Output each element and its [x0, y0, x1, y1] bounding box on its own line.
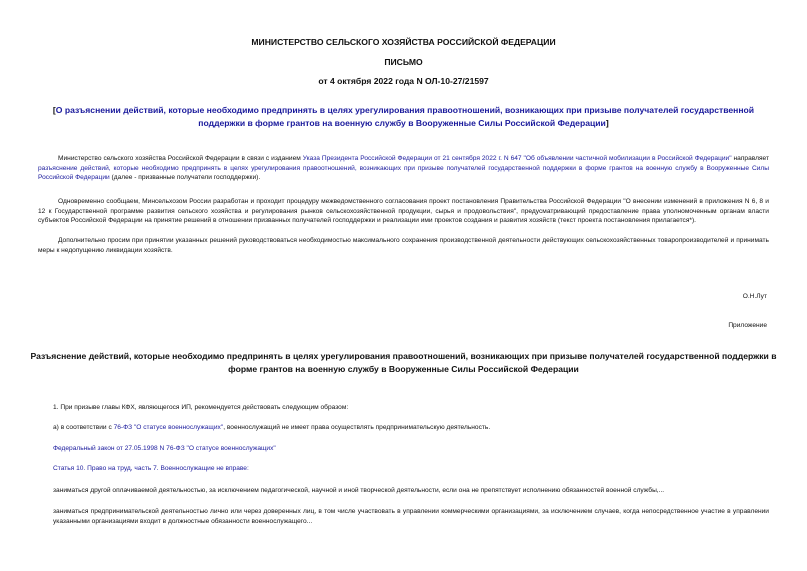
item-a-text-2: , военнослужащий не имеет права осуществлять предпринимательскую деятельность. — [223, 424, 491, 431]
paragraph-intro — [38, 154, 769, 183]
subject-close-bracket: ] — [605, 118, 609, 128]
appendix-title: Разъяснение действий, которые необходимо предпринять в целях урегулирования правоотношений, возникающих при призыве получателей государственной поддержки в форме грантов на военную службу в Вооруженные Силы Российской Федерации — [30, 351, 777, 374]
subject-link[interactable]: О разъяснении действий, которые необходимо предпринять в целях урегулирования правоотношений, возникающих при призыве получателей государственной поддержки в форме грантов на военную службу в Вооруженные Силы Российской Федерации — [55, 105, 755, 128]
paragraph-request: Дополнительно просим при принятии указанных решений руководствоваться необходимостью максимального сохранения производственной деятельности действующих сельскохозяйственных товаропроизводителей и принимать меры к недопущению ликвидации хозяйств. — [38, 237, 769, 254]
paragraph-intro-text-2: направляет — [731, 155, 769, 162]
quote-2: заниматься предпринимательской деятельностью лично или через доверенных лиц, в том числе участвовать в управлении коммерческими организациями, за исключением случаев, когда непосредственное участие в управлении указанными организациями входит в должностные обязанности военнослужащего... — [53, 508, 769, 525]
item-1: 1. При призыве главы КФХ, являющегося ИП, рекомендуется действовать следующим образом: — [53, 404, 349, 411]
document-subject — [30, 104, 777, 130]
law-reference-link[interactable]: Федеральный закон от 27.05.1998 N 76-ФЗ "О статусе военнослужащих" — [53, 445, 276, 452]
document-date-number: от 4 октября 2022 года N ОЛ-10-27/21597 — [318, 76, 489, 86]
ministry-heading: МИНИСТЕРСТВО СЕЛЬСКОГО ХОЗЯЙСТВА РОССИЙСКОЙ ФЕДЕРАЦИИ — [251, 37, 556, 47]
article-reference-link[interactable]: Статья 10. Право на труд, часть 7. Военнослужащие не вправе: — [53, 465, 249, 472]
explanation-link[interactable]: разъяснение действий, которые необходимо предпринять в целях урегулирования правоотношений, возникающих при призыве получателей государственной поддержки в форме грантов на военную службу в Вооруженные Силы Российской Федерации — [38, 164, 769, 182]
quote-1: заниматься другой оплачиваемой деятельностью, за исключением педагогической, научной и иной творческой деятельности, если она не препятствует исполнению обязанностей военной службы,... — [53, 487, 665, 494]
appendix-label: Приложение — [728, 322, 767, 329]
item-a — [53, 423, 769, 433]
law-76fz-link[interactable]: 76-ФЗ "О статусе военнослужащих" — [113, 424, 224, 431]
document-type: ПИСЬМО — [384, 57, 423, 67]
subject-open-bracket: [ — [52, 105, 56, 115]
paragraph-intro-text-3: (далее - призванные получатели господдержки). — [109, 174, 261, 182]
item-a-text-1: а) в соответствии с — [53, 424, 114, 431]
signature: О.Н.Лут — [742, 293, 767, 300]
paragraph-intro-text-1: Министерство сельского хозяйства Российской Федерации в связи с изданием — [58, 155, 303, 162]
paragraph-draft-resolution: Одновременно сообщаем, Минсельхозом России разработан и проходит процедуру межведомственного согласования проект постановления Правительства Российской Федерации "О внесении изменений в приложения N 6, 8 и 12 к Государственной программе развития сельского хозяйства и регулирования рынков сельскохозяйственной продукции, сырья и продовольствия", предусматривающий предоставление права уполномоченным органам власти субъектов Российской Федерации на принятие решений в отношении призванных получателей господдержки и реализации ими проектов создания и развития хозяйств (текст проекта постановления прилагается*). — [38, 198, 769, 225]
decree-link[interactable]: Указа Президента Российской Федерации от 21 сентября 2022 г. N 647 "Об объявлении частичной мобилизации в Российской Федерации" — [302, 155, 732, 162]
